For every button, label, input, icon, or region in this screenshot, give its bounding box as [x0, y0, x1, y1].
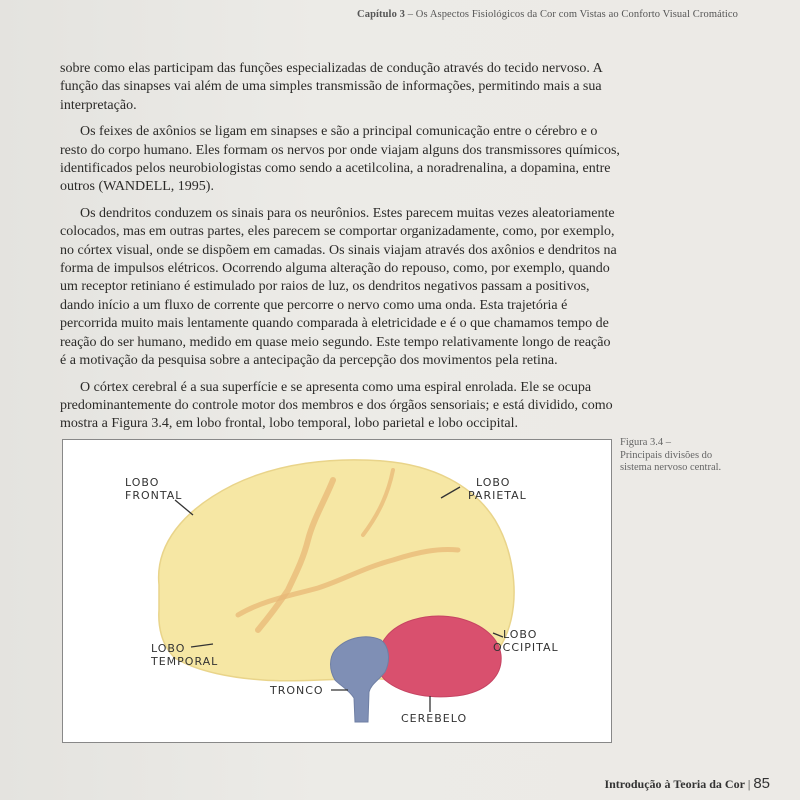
paragraph-1: sobre como elas participam das funções especializadas de condução através do tecido nervoso. A função das sinapses vai além de uma simples transmissão de informações, permitindo mais a sua interpretação.	[60, 61, 602, 113]
label-parietal-line-2: PARIETAL	[468, 489, 527, 502]
label-tronco: TRONCO	[270, 684, 324, 697]
book-title: Introdução à Teoria da Cor	[604, 777, 745, 791]
label-parietal-line-1: LOBO	[476, 476, 511, 489]
page-number: 85	[753, 775, 770, 792]
running-head	[357, 9, 738, 20]
paragraph-2: Os feixes de axônios se ligam em sinapses e são a principal comunicação entre o cérebro e o resto do corpo humano. Eles formam os nervos por onde viajam alguns dos transmissores químicos, identificados pelos neurobiologistas como sendo a acetilcolina, a noradrenalina, a dopamina, entre outros (WANDELL, 1995).	[60, 124, 620, 195]
label-temporal-line-2: TEMPORAL	[151, 655, 219, 668]
label-temporal-line-1: LOBO	[151, 642, 186, 655]
chapter-title: – Os Aspectos Fisiológicos da Cor com Vistas ao Conforto Visual Cromático	[407, 9, 738, 20]
label-frontal-line-1: LOBO	[125, 476, 160, 489]
label-lobo-temporal	[151, 642, 218, 668]
label-lobo-frontal	[125, 476, 182, 502]
caption-text: Principais divisões do sistema nervoso central.	[620, 449, 722, 473]
footer-separator: |	[747, 777, 751, 791]
frontal-leader-line	[175, 500, 193, 515]
label-occipital-line-2: OCCIPITAL	[493, 641, 559, 654]
label-frontal-line-2: FRONTAL	[125, 489, 183, 502]
paragraph-4: O córtex cerebral é a sua superfície e se apresenta como uma espiral enrolada. Ele se ocupa predominantemente do controle motor dos membros e dos órgãos sensoriais; e está dividido, como mostra a Figura 3.4, em lobo frontal, lobo temporal, lobo parietal e lobo occipital.	[60, 379, 613, 432]
label-occipital-line-1: LOBO	[503, 628, 538, 641]
caption-number: Figura 3.4 –	[620, 437, 672, 448]
label-lobo-occipital	[493, 628, 559, 654]
label-lobo-parietal	[468, 476, 527, 502]
chapter-number: Capítulo 3	[357, 9, 405, 20]
body-text	[60, 60, 620, 442]
page-footer	[604, 775, 770, 792]
brain-figure	[62, 439, 612, 743]
cerebellum-shape	[377, 616, 501, 697]
paragraph-3: Os dendritos conduzem os sinais para os neurônios. Estes parecem muitas vezes aleatoriamente colocados, mas em outras partes, eles parecem se comportar organizadamente, como, por exemplo, no córtex visual, onde se dispõem em camadas. Os sinais viajam através dos axônios e dendritos na forma de impulsos elétricos. Ocorrendo alguma alteração do repouso, como, por exemplo, quando um receptor retiniano é estimulado por raios de luz, os dendritos negativos passam a positivos, dando início a um fluxo de corrente que percorre o nervo como uma onda. Esta trajetória é percorrida muito mais lentamente quando comparada à eletricidade e é o que chamamos tempo de reação do ser humano, medido em quase meio segundo. Este tempo relativamente longo de reação é a motivação da pesquisa sobre a antecipação da percepção dos movimentos pela retina.	[60, 205, 617, 369]
label-cerebelo: CEREBELO	[401, 712, 468, 725]
figure-caption	[620, 437, 730, 475]
